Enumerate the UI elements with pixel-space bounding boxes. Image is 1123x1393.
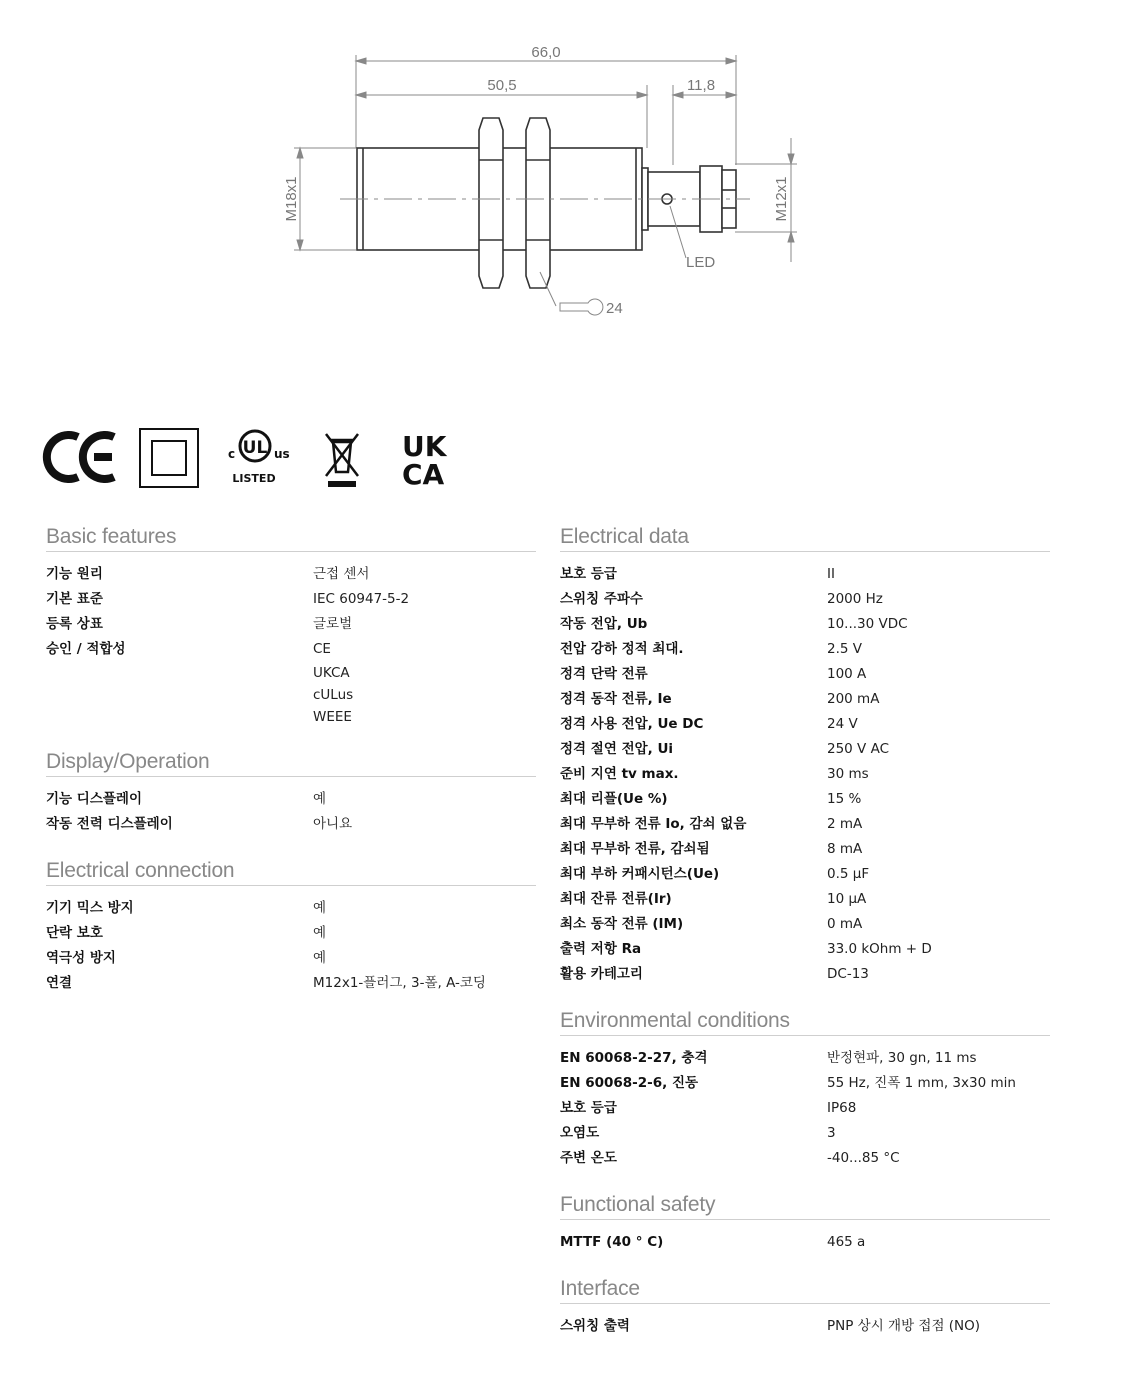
section-title: Functional safety [560,1193,1050,1220]
spec-label: 정격 절연 전압, Ui [560,741,674,757]
spec-value-line: IP68 [827,1100,857,1116]
spec-label: 단락 보호 [46,925,103,941]
section-electrical-data [560,525,1050,987]
spec-row [560,612,1050,637]
spec-row [560,762,1050,787]
spec-label: 스위칭 주파수 [560,591,643,607]
spec-value-line: PNP 상시 개방 접점 (NO) [827,1318,981,1334]
dim-connector: 11,8 [686,77,716,94]
spec-value-line: 글로벌 [313,616,353,632]
spec-label: 보호 등급 [560,1100,617,1116]
spec-row [560,887,1050,912]
svg-text:CA: CA [402,458,445,491]
weee-bin-icon [326,434,358,487]
spec-row [560,1230,1050,1255]
spec-value-line: 8 mA [827,841,863,857]
spec-value-line: 아니요 [313,816,353,832]
spec-value [313,612,536,637]
spec-row [560,737,1050,762]
svg-text:UL: UL [242,438,268,458]
spec-value-line: 2000 Hz [827,591,883,607]
spec-label: 최대 무부하 전류 Io, 감쇠 없음 [560,816,747,832]
spec-label: EN 60068-2-6, 진동 [560,1075,699,1091]
section-title: Interface [560,1277,1050,1304]
spec-value [827,762,1050,787]
spec-value-line: 근접 센서 [313,566,370,582]
spec-value-line: 100 A [827,666,867,682]
spec-row [560,712,1050,737]
spec-value-line: 0.5 µF [827,866,870,882]
spec-value-line: 200 mA [827,691,880,707]
dim-total: 66,0 [531,44,561,61]
spec-value-line: 반정현파, 30 gn, 11 ms [827,1050,977,1066]
spec-row [560,862,1050,887]
spec-row [560,837,1050,862]
spec-row [560,912,1050,937]
spec-value-line: 예 [313,791,327,807]
spec-value [827,837,1050,862]
spec-value [827,1121,1050,1146]
spec-row [46,921,536,946]
spec-value [313,896,536,921]
spec-value [827,687,1050,712]
spec-value [827,712,1050,737]
spec-value [313,787,536,812]
spec-value [827,962,1050,987]
spec-value-line: 2.5 V [827,641,862,657]
spec-value [827,862,1050,887]
ukca-mark-icon [402,430,448,491]
spec-value [313,921,536,946]
led-label: LED [686,254,716,271]
spec-value [827,612,1050,637]
spec-label: 작동 전압, Ub [560,616,648,632]
section-basic-features [46,525,536,728]
spec-value [313,946,536,971]
spec-value [827,1071,1050,1096]
spec-value-line: 예 [313,950,327,966]
section-environmental-conditions [560,1009,1050,1171]
spec-value [827,637,1050,662]
section-electrical-connection [46,859,536,996]
section-functional-safety [560,1193,1050,1255]
spec-row [46,946,536,971]
spec-row [46,787,536,812]
spec-row [560,687,1050,712]
spec-value [827,1230,1050,1255]
spec-label: 등록 상표 [46,616,103,632]
spec-row [46,896,536,921]
spec-value-line: cULus [313,687,354,703]
spec-value [827,1314,1050,1339]
spec-label: 기본 표준 [46,591,103,607]
spec-value-line: 250 V AC [827,741,890,757]
spec-row [560,562,1050,587]
thread-connector-label: M12x1 [773,176,790,222]
spec-row [46,637,536,728]
spec-label: 최대 부하 커패시턴스(Ue) [560,866,720,882]
spec-value-line: 0 mA [827,916,863,932]
spec-value-line: 15 % [827,791,862,807]
spec-value [827,562,1050,587]
spec-label: 준비 지연 tv max. [560,766,679,782]
ul-listed-icon [228,431,290,485]
spec-row [560,1121,1050,1146]
spec-value [827,1146,1050,1171]
spec-row [46,812,536,837]
spec-label: 기능 디스플레이 [46,791,142,807]
technical-drawing [0,0,1123,340]
right-column [560,525,1050,1361]
spec-value-line: 3 [827,1125,836,1141]
spec-row [560,1046,1050,1071]
spec-label: EN 60068-2-27, 충격 [560,1050,708,1066]
spec-value [313,812,536,837]
svg-text:UK: UK [402,430,447,463]
wrench-size-label: 24 [606,300,623,317]
spec-row [560,1146,1050,1171]
spec-label: MTTF (40 ° C) [560,1234,664,1250]
spec-value-line: CE [313,641,331,657]
spec-label: 승인 / 적합성 [46,641,126,657]
spec-row [560,1071,1050,1096]
spec-value-line: M12x1-플러그, 3-폴, A-코딩 [313,975,486,991]
spec-label: 주변 온도 [560,1150,617,1166]
section-title: Environmental conditions [560,1009,1050,1036]
spec-label: 활용 카테고리 [560,966,643,982]
spec-value [827,812,1050,837]
spec-label: 최대 잔류 전류(Ir) [560,891,672,907]
spec-value-line: DC-13 [827,966,869,982]
thread-body-label: M18x1 [283,176,300,222]
spec-row [560,937,1050,962]
spec-value-line: UKCA [313,665,350,681]
spec-value [827,587,1050,612]
spec-row [46,562,536,587]
spec-value-line: 33.0 kOhm + D [827,941,932,957]
spec-row [46,612,536,637]
spec-value [313,637,536,728]
spec-row [560,637,1050,662]
spec-label: 스위칭 출력 [560,1318,630,1334]
spec-label: 정격 동작 전류, Ie [560,691,672,707]
ce-mark-icon [47,435,114,479]
certification-logos [40,420,500,500]
spec-value-line: WEEE [313,709,352,725]
spec-value-line: 30 ms [827,766,869,782]
spec-value-line: 55 Hz, 진폭 1 mm, 3x30 min [827,1075,1016,1091]
svg-text:LISTED: LISTED [232,472,276,485]
spec-label: 기기 믹스 방지 [46,900,134,916]
spec-value-line: 예 [313,900,327,916]
spec-label: 정격 단락 전류 [560,666,648,682]
spec-value [827,887,1050,912]
spec-row [560,812,1050,837]
svg-text:us: us [274,447,290,461]
dim-body: 50,5 [487,77,517,94]
section-title: Electrical connection [46,859,536,886]
section-title: Display/Operation [46,750,536,777]
svg-text:c: c [228,447,236,461]
spec-value-line: II [827,566,835,582]
spec-label: 전압 강하 정적 최대. [560,641,684,657]
spec-value-line: IEC 60947-5-2 [313,591,410,607]
spec-label: 출력 저항 Ra [560,941,642,957]
spec-value [827,1046,1050,1071]
spec-label: 정격 사용 전압, Ue DC [560,716,704,732]
spec-row [560,662,1050,687]
spec-value-line: 2 mA [827,816,863,832]
spec-label: 최대 무부하 전류, 감쇠됨 [560,841,710,857]
spec-value-line: 24 V [827,716,858,732]
section-title: Basic features [46,525,536,552]
spec-value [313,562,536,587]
spec-value [827,662,1050,687]
spec-value [827,1096,1050,1121]
spec-label: 최소 동작 전류 (IM) [560,916,684,932]
spec-value-line: 465 a [827,1234,866,1250]
section-display-operation [46,750,536,837]
spec-row [46,971,536,996]
spec-label: 최대 리플(Ue %) [560,791,668,807]
spec-label: 역극성 방지 [46,950,116,966]
spec-label: 보호 등급 [560,566,617,582]
spec-row [46,587,536,612]
spec-label: 오염도 [560,1125,600,1141]
spec-value [827,912,1050,937]
spec-label: 연결 [46,975,73,991]
spec-row [560,587,1050,612]
spec-row [560,787,1050,812]
spec-value [827,937,1050,962]
spec-value [827,737,1050,762]
spec-value [827,787,1050,812]
section-title: Electrical data [560,525,1050,552]
section-interface [560,1277,1050,1339]
spec-label: 작동 전력 디스플레이 [46,816,173,832]
spec-value-line: 10 µA [827,891,867,907]
spec-row [560,962,1050,987]
spec-row [560,1096,1050,1121]
spec-label: 기능 원리 [46,566,103,582]
class-ii-icon [140,429,198,487]
left-column [46,525,536,1018]
spec-value-line: 10...30 VDC [827,616,908,632]
spec-value-line: 예 [313,925,327,941]
spec-value [313,587,536,612]
spec-row [560,1314,1050,1339]
spec-value [313,971,536,996]
spec-value-line: -40...85 °C [827,1150,900,1166]
